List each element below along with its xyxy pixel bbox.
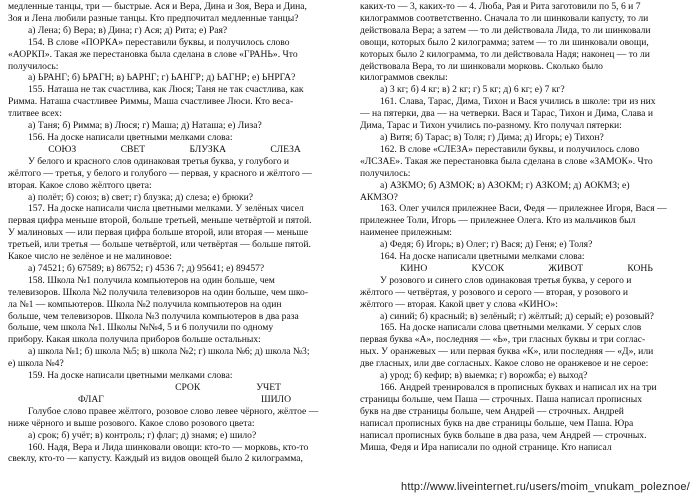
word: БЛУЗКА: [189, 143, 227, 155]
answer-options: а) 3 кг; б) 4 кг; в) 2 кг; г) 5 кг; д) 6 кг; е) 7 кг?: [380, 84, 565, 96]
problem-163: 163. Олег учился прилежнее Васи, Федя — прилежнее Игоря, Вася —: [380, 203, 667, 215]
text-line: тлитвее всех:: [8, 108, 62, 120]
text-line: Римма. Наташа счастливее Риммы, Маша счастливее Люси. Кто веса-: [8, 96, 294, 108]
text-line: получилось:: [360, 167, 411, 179]
text-line: У розового и синего слов одинаковая третья буква, у серого и: [380, 274, 632, 286]
text-line: — на пятерки, два — на четверки. Вася и Тарас, Тихон и Дима, Слава и: [360, 108, 653, 120]
text-line: АКМЗО?: [360, 191, 398, 203]
answer-options: а) срок; б) учёт; в) контроль; г) флаг; д) знамя; е) шило?: [28, 429, 257, 441]
text-line: которых было 2 килограмма, то ли действовала Надя; наконец — то ли: [360, 48, 650, 60]
answer-options: а) полёт; б) союз; в) свет; г) блузка; д) слеза; е) брюки?: [28, 191, 254, 203]
text-line: Какое число не зелёное и не малиновое:: [8, 251, 172, 263]
word: СВЕТ: [120, 143, 146, 155]
text-line: медленные танцы, три — быстрые. Ася и Вера, Дина и Зоя, Вера и Дина,: [8, 1, 307, 12]
text-line: действовала Вера, то ли шинковали морковь. Сколько было: [360, 60, 603, 72]
text-line: две гласных, или две согласных. Какое слово не оранжевое и не серое:: [360, 358, 649, 370]
text-line: «АОРКП». Такая же перестановка была сделана в слове «ГРАНЬ». Что: [8, 48, 298, 60]
answer-options: а) Федя; б) Игорь; в) Олег; г) Вася; д) Геня; е) Толя?: [380, 239, 593, 251]
answer-options: а) урод; б) кефир; в) выемка; г) ворожба; е) выход?: [380, 370, 588, 382]
left-page: [8, 1, 341, 465]
text-line: жёлтого — вторая. Какой цвет у слова «КИНО»:: [360, 298, 558, 310]
text-line: жёлтого — четвёртая, у розового и серого — вторая, у розового и: [360, 286, 629, 298]
text-line: У малиновых — или первая цифра больше второй, или вторая — меньше: [8, 227, 308, 239]
text-line: букв на две страницы больше, чем Андрей — строчных. Андрей: [360, 405, 624, 417]
problem-165: 165. На доске написали слова цветными мелками. У серых слов: [380, 322, 642, 334]
problem-156: 156. На доске написали цветными мелками слова:: [28, 131, 233, 143]
text-line: килограммов свеклы:: [360, 72, 448, 84]
problem-154: 154. В слове «ПОРКА» переставили буквы, и получилось слово: [28, 36, 290, 48]
word: СОЮЗ: [48, 143, 77, 155]
answer-options: а) Лена; б) Вера; в) Дина; г) Ася; д) Рита; е) Рая?: [28, 24, 228, 36]
word-list-159-bottom: [8, 394, 341, 406]
text-line: первая буква «А», последняя — «Ь», три гласных буквы и три соглас-: [360, 334, 646, 346]
word-list-164: [360, 263, 693, 275]
answer-options: а) АЗКМО; б) АЗМОК; в) АЗОКМ; г) АЗКОМ; д) АОКМЗ; е): [380, 179, 630, 191]
text-line: Миша, Федя и Ира написали по одной странице. Кто написал: [360, 441, 612, 453]
text-line: больше, чем телевизоров. Школа №3 получила компьютеров в два раза: [8, 310, 299, 322]
answer-options: а) 74521; б) 67589; в) 86752; г) 4536 7; д) 95641; е) 89457?: [28, 262, 265, 274]
text-line: ных. У оранжевых — или первая буква «К», или последняя — «Д», или: [360, 346, 654, 358]
text-line: первая цифра меньше второй, больше третьей, меньше четвёртой и пятой.: [8, 215, 312, 227]
word: УЧЕТ: [256, 382, 281, 393]
problem-162: 162. В слове «СЛЕЗА» переставили буквы, и получилось слово: [380, 143, 640, 155]
answer-options: а) Витя; б) Тарас; в) Толя; г) Дима; д) Игорь; е) Тихон?: [380, 131, 604, 143]
text-line: больше, чем школа №1. Школы №№4, 5 и 6 получили по одному: [8, 322, 274, 334]
problem-158: 158. Школа №1 получила компьютеров на один больше, чем: [28, 274, 275, 286]
answer-options: а) школа №1; б) школа №5; в) школа №2; г) школа №6; д) школа №3;: [28, 346, 310, 358]
answer-options: а) Таня; б) Римма; в) Люся; г) Маша; д) Наташа; е) Лиза?: [28, 120, 262, 132]
text-line: У белого и красного слов одинаковая третья буква, у голубого и: [28, 155, 290, 167]
text-line: получилось:: [8, 60, 59, 72]
text-line: Зоя и Лена любили разные танцы. Кто предпочитал медленные танцы?: [8, 12, 299, 24]
word: ЖИВОТ: [548, 262, 584, 274]
problem-157: 157. На доске написали числа цветными мелками. У зелёных чисел: [28, 203, 304, 215]
text-line: е) школа №4?: [8, 358, 64, 370]
text-line: овощи, которых было 2 килограмма; затем — то ли шинковали овощи,: [360, 36, 649, 48]
text-line: написал прописных букв на две страницы больше, чем Паша. Юра: [360, 417, 634, 429]
word-list-159-top: [8, 382, 341, 394]
text-line: вторая. Какое слово жёлтого цвета:: [8, 179, 152, 191]
word: СЛЕЗА: [270, 143, 301, 155]
text-line: действовала Вера; а затем — то ли действовала Лида, то ли шинковали: [360, 24, 651, 36]
source-watermark: http://www.liveinternet.ru/users/moim_vnukam_poleznoe/: [401, 481, 690, 493]
text-line: наименее прилежным:: [360, 227, 452, 239]
text-line: прилежнее Толи, Игорь — прилежнее Олега. Кто из мальчиков был: [360, 215, 636, 227]
word: КУСОК: [471, 262, 505, 274]
problem-155: 155. Наташа не так счастлива, как Люся; Таня не так счастлива, как: [28, 84, 304, 96]
problem-161: 161. Слава, Тарас, Дима, Тихон и Вася учились в школе: три из них: [380, 96, 656, 108]
problem-164: 164. На доске написали цветными мелками слова:: [380, 251, 585, 263]
text-line: килограммов соответственно. Сначала то ли шинковали капусту, то ли: [360, 12, 649, 24]
text-line: «ЛСЗАЕ». Такая же перестановка была сделана в слове «ЗАМОК». Что: [360, 155, 653, 167]
word: ФЛАГ: [78, 393, 104, 405]
word: КОНЬ: [627, 262, 653, 274]
text-line: ла №1 — компьютеров. Школа №2 получила компьютеров на один: [8, 298, 282, 310]
text-line: телевизоров. Школа №2 получила телевизоров на один больше, чем шко-: [8, 286, 309, 298]
text-line: ниже чёрного и выше розового. Какое слово розового цвета:: [8, 417, 255, 429]
word: ШИЛО: [260, 393, 291, 405]
text-line: свеклу, кто-то — капусту. Каждый из видов овощей было 2 килограмма,: [8, 453, 303, 465]
problem-166: 166. Андрей тренировался в прописных буквах и написал их на три: [380, 382, 657, 393]
problem-159: 159. На доске написали цветными мелками слова:: [28, 370, 233, 382]
word: КИНО: [400, 262, 428, 274]
text-line: жёлтого — третья, у белого и голубого — первая, у красного и жёлтого —: [8, 167, 312, 179]
text-line: прибору. Какая школа получила приборов больше остальных:: [8, 334, 261, 346]
text-line: написал прописных букв больше в два раза, чем Андрей — строчных.: [360, 429, 647, 441]
problem-160: 160. Надя, Вера и Лида шинковали овощи: кто-то — морковь, кто-то: [28, 441, 309, 453]
text-line: третьей, или третья — больше четвёртой, или четвёртая — больше пятой.: [8, 239, 311, 251]
text-line: страницы больше, чем Паша — строчных. Паша написал прописных: [360, 393, 643, 405]
right-page: [360, 1, 693, 453]
text-line: Голубое слово правее жёлтого, розовое слово левее чёрного, жёлтое —: [28, 405, 319, 417]
answer-options: а) синий; б) красный; в) зелёный; г) жёлтый; д) серый; е) розовый?: [380, 310, 654, 322]
text-line: Дима, Тарас и Тихон учились по-разному. Кто получал пятерки:: [360, 120, 622, 132]
word-list-156: [8, 144, 341, 156]
text-line: каких-то — 3, каких-то — 4. Люба, Рая и Рита заготовили по 5, 6 и 7: [360, 1, 641, 12]
word: СРОК: [175, 382, 201, 393]
answer-options: а) ЬРАНГ; б) ЬРАГН; в) ЬАРНГ; г) ЬАНГР; д) ЬАГНР; е) ЬНРГА?: [28, 72, 296, 84]
